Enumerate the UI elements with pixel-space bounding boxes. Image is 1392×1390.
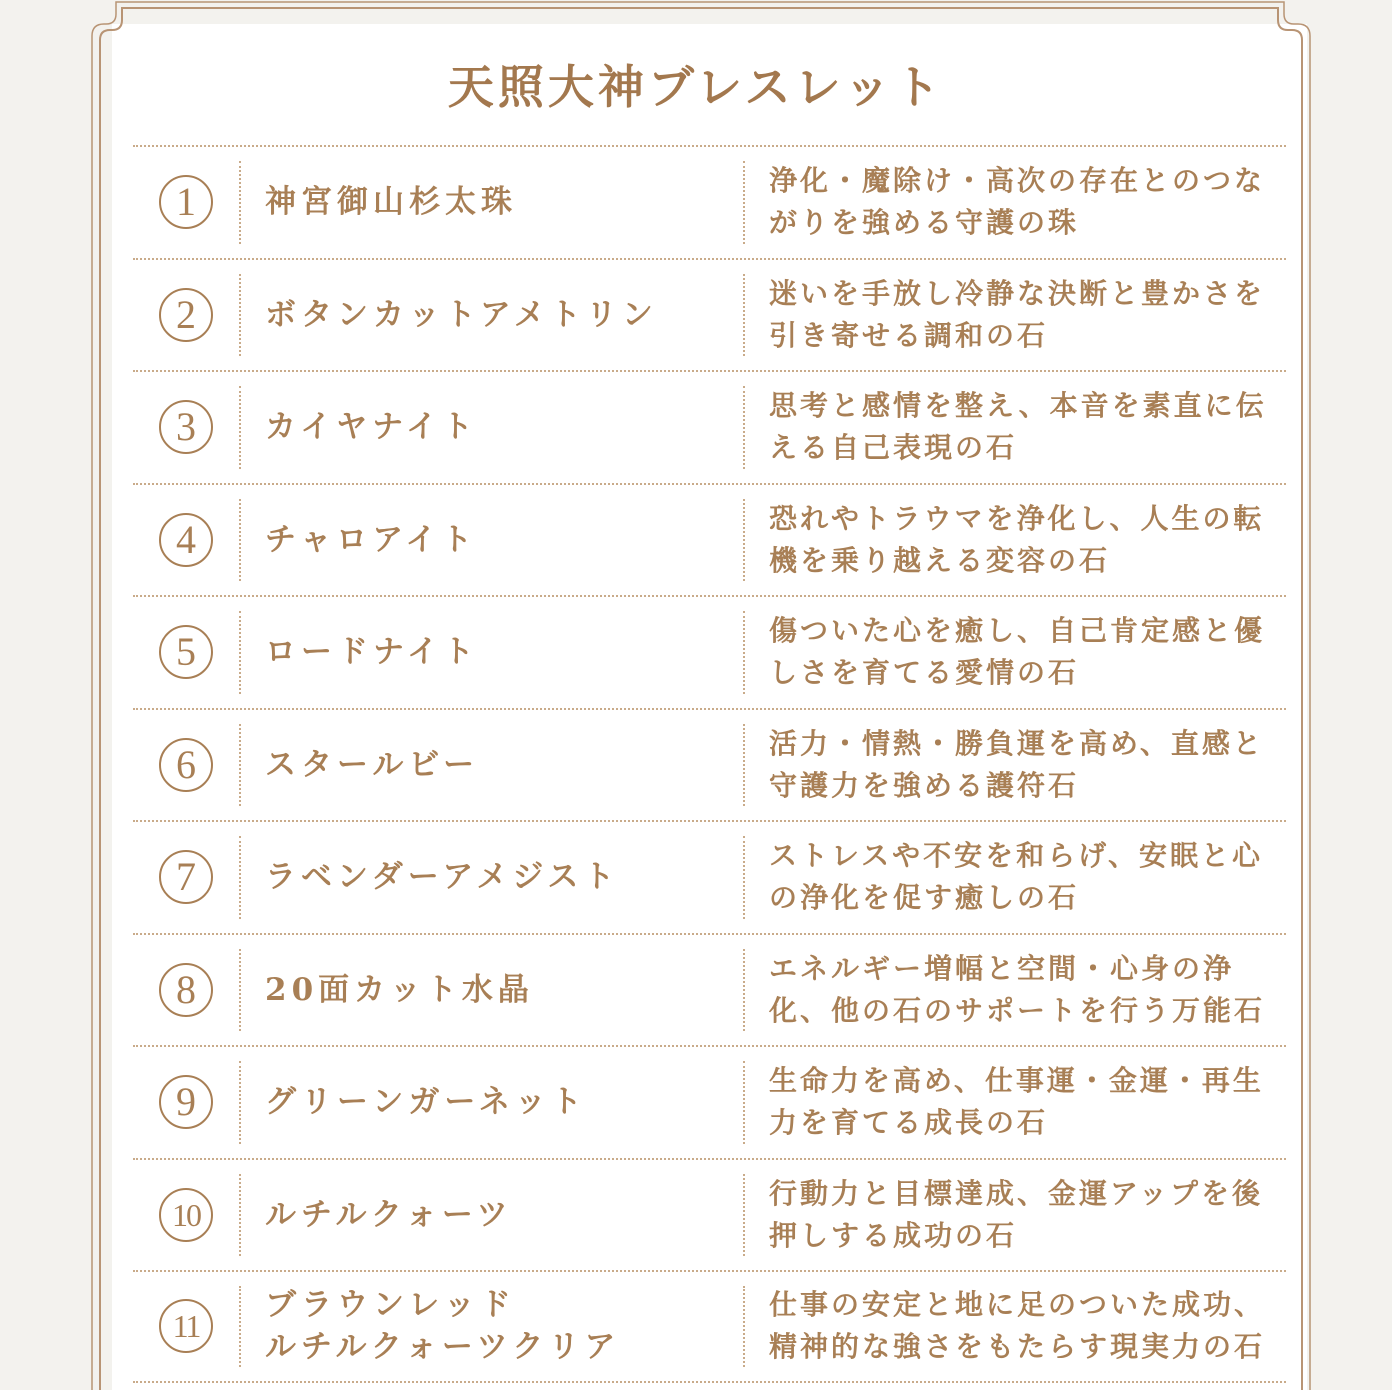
item-number-cell [133, 485, 239, 596]
item-number-cell [133, 1160, 239, 1271]
stone-description: ストレスや不安を和らげ、安眠と心の浄化を促す癒しの石 [769, 839, 1264, 915]
column-divider [743, 836, 745, 919]
column-divider [743, 1174, 745, 1257]
column-divider [239, 386, 241, 469]
table-row [133, 595, 1286, 708]
stone-description: 生命力を高め、仕事運・金運・再生力を育てる成長の石 [769, 1064, 1264, 1140]
table-row [133, 258, 1286, 371]
item-number-cell [133, 935, 239, 1046]
stone-description: 恐れやトラウマを浄化し、人生の転機を乗り越える変容の石 [769, 501, 1265, 577]
table-row [133, 933, 1286, 1046]
column-divider [239, 949, 241, 1032]
circled-number: 2 [159, 288, 213, 342]
stone-table [133, 145, 1286, 1383]
column-divider [239, 499, 241, 582]
circled-number: 6 [159, 738, 213, 792]
table-row [133, 1158, 1286, 1271]
column-divider [239, 1061, 241, 1144]
page-title: 天照大神ブレスレット [447, 60, 945, 114]
item-number-cell [133, 1272, 239, 1381]
stone-description: 思考と感情を整え、本音を素直に伝える自己表現の石 [769, 389, 1267, 465]
table-row [133, 145, 1286, 258]
stone-description: エネルギー増幅と空間・心身の浄化、他の石のサポートを行う万能石 [769, 951, 1266, 1027]
stone-name: カイヤナイト [265, 409, 478, 446]
item-number-cell [133, 147, 239, 258]
stone-description: 仕事の安定と地に足のついた成功、精神的な強さをもたらす現実力の石 [769, 1288, 1266, 1364]
column-divider [239, 274, 241, 357]
circled-number: 9 [159, 1075, 213, 1129]
column-divider [743, 611, 745, 694]
stone-name: ブラウンレッド ルチルクォーツクリア [265, 1287, 621, 1366]
circled-number: 4 [159, 513, 213, 567]
stone-name: ラベンダーアメジスト [265, 859, 620, 896]
column-divider [743, 386, 745, 469]
stone-name: スタールビー [265, 746, 480, 783]
circled-number: 7 [159, 850, 213, 904]
table-row [133, 820, 1286, 933]
stone-name: チャロアイト [265, 521, 478, 558]
column-divider [743, 1286, 745, 1367]
circled-number: 5 [159, 625, 213, 679]
item-number-cell [133, 597, 239, 708]
table-row [133, 1045, 1286, 1158]
stone-description: 浄化・魔除け・高次の存在とのつながりを強める守護の珠 [769, 164, 1266, 240]
table-row [133, 370, 1286, 483]
circled-number: 1 [159, 175, 213, 229]
table-row [133, 708, 1286, 821]
circled-number: 3 [159, 400, 213, 454]
circled-number: 10 [159, 1188, 213, 1242]
stone-description: 傷ついた心を癒し、自己肯定感と優しさを育てる愛情の石 [769, 614, 1266, 690]
stone-description: 活力・情熱・勝負運を高め、直感と守護力を強める護符石 [769, 726, 1264, 802]
stone-name: ボタンカットアメトリン [265, 296, 658, 333]
table-row [133, 483, 1286, 596]
stone-name: 20面カット水晶 [265, 971, 534, 1008]
column-divider [743, 499, 745, 582]
stone-name: グリーンガーネット [265, 1084, 587, 1121]
item-number-cell [133, 1047, 239, 1158]
column-divider [239, 1286, 241, 1367]
item-number-cell [133, 822, 239, 933]
column-divider [239, 611, 241, 694]
column-divider [743, 1061, 745, 1144]
item-number-cell [133, 260, 239, 371]
column-divider [743, 724, 745, 807]
stone-name: 神宮御山杉太珠 [265, 184, 517, 221]
stone-description: 行動力と目標達成、金運アップを後押しする成功の石 [769, 1176, 1264, 1252]
stone-description: 迷いを手放し冷静な決断と豊かさを引き寄せる調和の石 [769, 276, 1266, 352]
stone-name: ルチルクォーツ [265, 1196, 513, 1233]
item-number-cell [133, 710, 239, 821]
item-number-cell [133, 372, 239, 483]
column-divider [743, 161, 745, 244]
column-divider [239, 724, 241, 807]
column-divider [743, 949, 745, 1032]
circled-number: 8 [159, 963, 213, 1017]
stone-name: ロードナイト [265, 634, 479, 671]
column-divider [239, 161, 241, 244]
column-divider [743, 274, 745, 357]
column-divider [239, 836, 241, 919]
column-divider [239, 1174, 241, 1257]
table-row [133, 1270, 1286, 1383]
circled-number: 11 [159, 1299, 213, 1353]
